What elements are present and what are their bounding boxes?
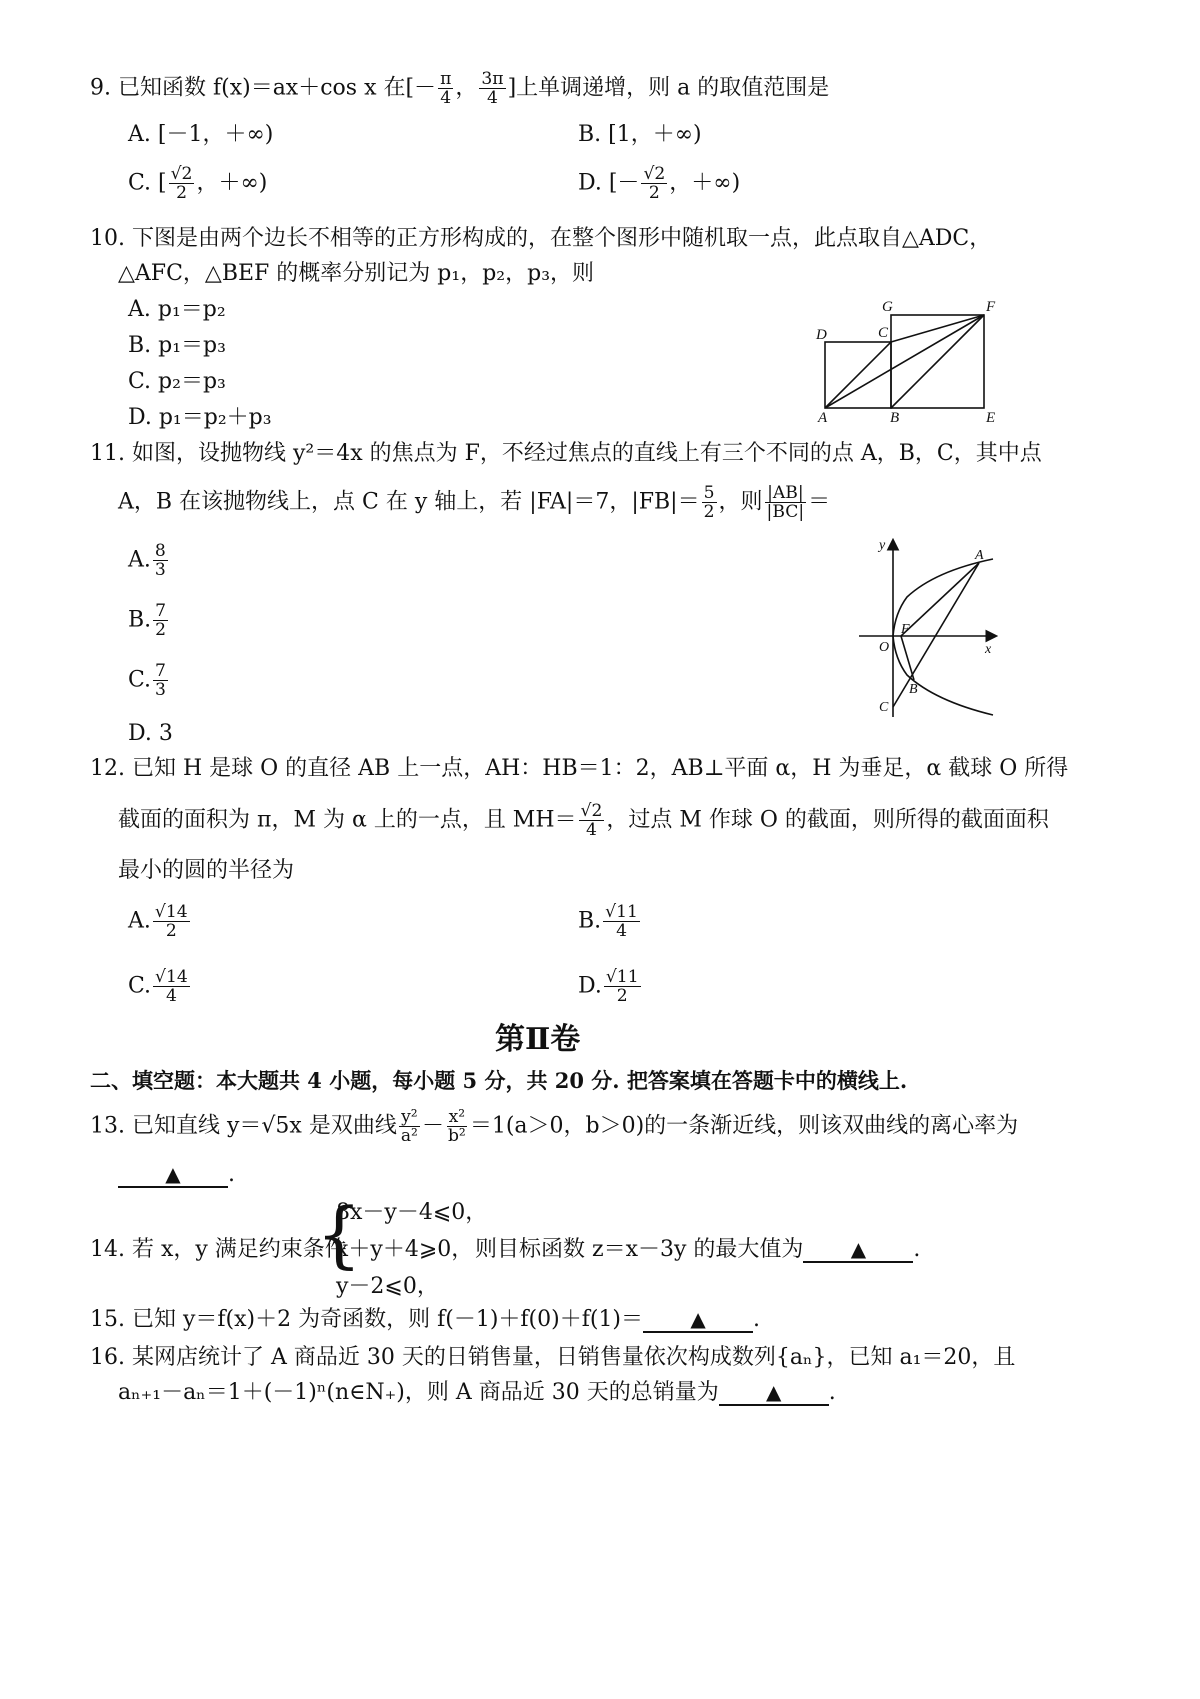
q16-end: .: [828, 1380, 836, 1405]
q13-post: ＝1(a＞0，b＞0)的一条渐近线，则该双曲线的离心率为: [469, 1113, 1019, 1139]
q13-pre: 13. 已知直线 y＝√5x 是双曲线: [90, 1113, 397, 1139]
q14-brace: {: [316, 1192, 362, 1276]
q13-frac-x2b2: [446, 1108, 468, 1145]
triangle-icon: ▲: [165, 1162, 181, 1186]
triangle-icon: ▲: [690, 1307, 706, 1331]
q11-eq: ＝: [808, 489, 831, 515]
q12-frac-four: 4: [586, 820, 597, 840]
q11-a-frac: [153, 542, 168, 579]
q9-frac-3pi: 3π: [481, 69, 504, 89]
q13-minus: －: [421, 1113, 444, 1139]
q9-d-post: ，＋∞): [669, 170, 741, 196]
q12-option-c: [128, 968, 192, 1005]
q12-option-a: [128, 903, 192, 940]
q14-post: [475, 1237, 920, 1263]
q16-line1: 16. 某网店统计了 A 商品近 30 天的日销售量，日销售量依次构成数列{aₙ}，已知 a₁＝20，且: [90, 1345, 1016, 1370]
q13-line1: [90, 1108, 1018, 1145]
q12-b-frac: [603, 903, 640, 940]
q10-squares-figure: [810, 295, 1005, 425]
q9-d-pre: D. [－: [578, 170, 640, 196]
q15-line: [90, 1307, 760, 1333]
q11-a-pre: A.: [128, 547, 151, 573]
q14-post-text: 则目标函数 z＝x－3y 的最大值为: [475, 1237, 804, 1262]
q11-label-y: y: [879, 538, 886, 553]
q14-constraint-1: 8x－y－4⩽0，: [336, 1200, 488, 1225]
q9-d-den: 2: [648, 183, 660, 203]
q12-frac-mh: [579, 802, 605, 839]
q10-label-e: E: [986, 410, 996, 425]
section-title: 第Ⅱ卷: [495, 1022, 581, 1057]
q14-answer-blank[interactable]: [803, 1237, 913, 1263]
q15-text: 15. 已知 y＝f(x)＋2 为奇函数，则 f(－1)＋f(0)＋f(1)＝: [90, 1307, 644, 1332]
q11-frac-bc: |BC|: [766, 502, 805, 522]
q9-option-b: B. [1，＋∞): [578, 122, 702, 147]
q10-label-d: D: [816, 327, 827, 343]
q14-pre: 14. 若 x，y 满足约束条件: [90, 1237, 347, 1262]
q11-line1: 11. 如图，设抛物线 y²＝4x 的焦点为 F，不经过焦点的直线上有三个不同的点 A，B，C，其中点: [90, 441, 1042, 466]
q13-answer-line: [118, 1162, 235, 1188]
q9-frac-pi4: [438, 70, 453, 107]
q13-a2: a²: [400, 1126, 418, 1146]
q11-line2-mid: ，则: [718, 489, 763, 515]
q14-end: .: [913, 1237, 921, 1262]
q11-b-num: 7: [155, 601, 167, 621]
q12-line2-post: ，过点 M 作球 O 的截面，则所得的截面面积: [606, 807, 1049, 833]
section-description: 二、填空题：本大题共 4 小题，每小题 5 分，共 20 分. 把答案填在答题卡中的横线上.: [90, 1068, 908, 1093]
q11-c-num: 7: [155, 661, 166, 681]
q15-answer-blank[interactable]: [643, 1307, 753, 1333]
q11-frac-two: 2: [703, 502, 715, 522]
q11-label-f: F: [901, 622, 910, 637]
q12-a-frac: [153, 903, 190, 940]
q10-label-c: C: [878, 325, 889, 341]
q11-line-fb: [901, 636, 914, 680]
q12-c-frac: [153, 968, 190, 1005]
q10-line2: △AFC，△BEF 的概率分别记为 p₁，p₂，p₃，则: [118, 261, 595, 286]
q11-label-o: O: [879, 640, 890, 655]
q10-label-g: G: [882, 299, 893, 315]
q9-c-num: √2: [170, 164, 193, 184]
q11-label-x: x: [985, 642, 992, 657]
q13-frac-y2a2: [399, 1108, 420, 1145]
q12-a-num: √14: [154, 902, 188, 922]
q11-line-fa: [901, 563, 979, 636]
q9-interval-close: ]上单调递增，则 a 的取值范围是: [507, 75, 830, 101]
q14-constraint-3: y－2⩽0，: [336, 1274, 439, 1299]
q12-d-pre: D.: [578, 973, 602, 999]
q11-parabola: [893, 559, 993, 715]
q10-option-c: C. p₂＝p₃: [128, 369, 226, 394]
q12-b-num: √11: [605, 902, 638, 922]
q11-parabola-figure: [855, 535, 1000, 725]
q10-label-a: A: [818, 410, 828, 425]
q13-end: .: [228, 1162, 235, 1187]
q9-frac-3pi4: [479, 70, 505, 107]
q9-c-frac: [169, 165, 195, 202]
triangle-icon: ▲: [850, 1237, 867, 1261]
q10-option-d: D. p₁＝p₂＋p₃: [128, 405, 272, 430]
q11-c-den: 3: [155, 680, 166, 700]
q15-end: .: [753, 1307, 761, 1332]
q11-frac-five: 5: [703, 483, 715, 503]
q10-label-f: F: [986, 299, 996, 315]
q11-option-d: D. 3: [128, 721, 173, 746]
q12-line2-pre: 截面的面积为 π，M 为 α 上的一点，且 MH＝: [118, 807, 577, 833]
q11-b-pre: B.: [128, 607, 152, 633]
q10-option-b: B. p₁＝p₃: [128, 333, 226, 358]
q9-interval-open: [－: [405, 75, 437, 101]
q11-c-frac: [153, 662, 168, 699]
q11-option-a: [128, 542, 170, 579]
q9-stem-text: 9. 已知函数 f(x)＝ax＋cos x 在: [90, 75, 406, 101]
q12-line3: 最小的圆的半径为: [118, 858, 295, 883]
q10-option-a: A. p₁＝p₂: [128, 297, 226, 322]
q12-a-pre: A.: [128, 908, 151, 934]
q12-d-den: 2: [616, 986, 628, 1006]
q12-b-den: 4: [616, 921, 628, 941]
q9-stem: 9. 已知函数 f(x)＝ax＋cos x 在[－ $\frac{\pi}{4}$ ， $\frac{3\pi}{4}$ ]上单调递增，则 a 的取值范围是: [90, 69, 830, 108]
q9-c-den: 2: [176, 183, 188, 203]
q12-line2: [118, 802, 1049, 839]
q11-label-a: A: [975, 548, 984, 563]
q9-d-frac: [641, 165, 667, 202]
q9-frac-4a: 4: [440, 88, 452, 108]
q11-option-c: [128, 662, 170, 699]
q12-c-num: √14: [155, 967, 188, 987]
q16-line2: [118, 1380, 836, 1406]
q11-label-b: B: [909, 682, 918, 697]
q16-line2-text: aₙ₊₁－aₙ＝1＋(－1)ⁿ(n∈N₊)，则 A 商品近 30 天的总销量为: [118, 1380, 719, 1405]
q16-answer-blank[interactable]: [719, 1380, 829, 1406]
q13-answer-blank[interactable]: [118, 1162, 228, 1188]
q9-option-d: [578, 165, 740, 202]
q11-frac-ab-bc: [765, 484, 807, 521]
q9-option-a: A. [－1，＋∞): [128, 122, 274, 147]
q12-option-b: [578, 903, 642, 940]
q12-line1: 12. 已知 H 是球 O 的直径 AB 上一点，AH：HB＝1：2，AB⊥平面 α，H 为垂足，α 截球 O 所得: [90, 756, 1069, 781]
q9-c-post: ，＋∞): [196, 170, 268, 196]
q12-d-num: √11: [605, 967, 639, 987]
q11-frac-5-2: [702, 484, 717, 521]
triangle-icon: ▲: [766, 1380, 782, 1404]
q11-a-den: 3: [154, 560, 166, 580]
q11-b-den: 2: [155, 620, 167, 640]
q10-label-b: B: [890, 410, 900, 425]
q11-line2: [118, 484, 830, 521]
q13-b2: b²: [447, 1126, 466, 1146]
q13-y2: y²: [401, 1107, 418, 1127]
q11-option-b: [128, 602, 170, 639]
q12-c-pre: C.: [128, 973, 152, 999]
q12-c-den: 4: [165, 986, 177, 1006]
q11-label-c: C: [879, 700, 889, 715]
q12-frac-sqrt2: √2: [580, 801, 603, 821]
q13-x2: x²: [448, 1107, 466, 1127]
q14-constraint-2: x＋y＋4⩾0，: [336, 1237, 474, 1262]
q9-c-pre: C. [: [128, 170, 167, 196]
q12-b-pre: B.: [578, 908, 602, 934]
q11-frac-ab: |AB|: [767, 483, 804, 503]
q12-a-den: 2: [165, 921, 177, 941]
q11-b-frac: [153, 602, 168, 639]
q12-d-frac: [604, 968, 641, 1005]
q9-d-num: √2: [643, 164, 666, 184]
q11-c-pre: C.: [128, 667, 152, 693]
q9-frac-pi: π: [440, 69, 452, 89]
q11-line2-pre: A，B 在该抛物线上，点 C 在 y 轴上，若 |FA|＝7，|FB|＝: [118, 489, 700, 515]
q11-a-num: 8: [154, 541, 166, 561]
q9-option-c: [128, 165, 267, 202]
q9-frac-4b: 4: [487, 88, 498, 108]
q10-line1: 10. 下图是由两个边长不相等的正方形构成的，在整个图形中随机取一点，此点取自△ADC，: [90, 226, 992, 251]
q12-option-d: [578, 968, 643, 1005]
